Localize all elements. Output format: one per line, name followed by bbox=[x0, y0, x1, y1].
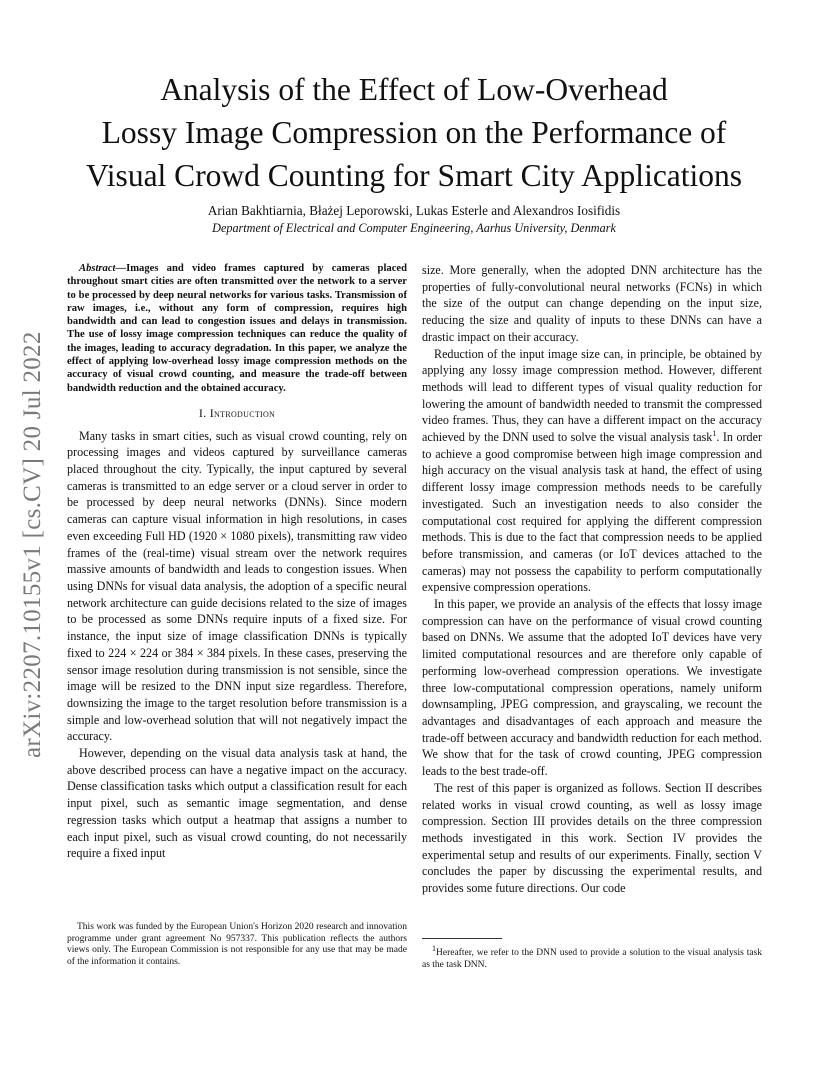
paragraph-text: . In order to achieve a good compromise between high image compression and high accuracy on the visual analysis task at hand, the effect of using different lossy image compression methods needs to be carefully investigated. Such an investigation needs to also consider the computational cost required for applying the different compression methods. This is due to the fact that compression needs to be applied before transmission, and cameras (or IoT devices attached to the cameras) may not possess the capability to perform computationally expensive compression operations. bbox=[422, 430, 762, 595]
paragraph: In this paper, we provide an analysis of the effects that lossy image compression can have on the performance of visual crowd counting based on DNNs. We assume that the adopted IoT devices have very limited computational resources and are therefore only capable of performing low-overhead compression operations. We investigate three low-computational compression operations, namely uniform downsampling, JPEG compression, and grayscaling, we recount the advantages and disadvantages of each approach and measure the trade-off between accuracy and bandwidth reduction for each method. We show that for the task of crowd counting, JPEG compression leads to the best trade-off. bbox=[422, 597, 762, 779]
paper-title bbox=[40, 68, 788, 197]
abstract bbox=[67, 262, 407, 395]
footnote-divider bbox=[422, 938, 502, 939]
title-line: Visual Crowd Counting for Smart City Applications bbox=[85, 158, 743, 193]
section-title: Introduction bbox=[209, 405, 276, 420]
paragraph: However, depending on the visual data analysis task at hand, the above described process can have a negative impact on the accuracy. Dense classification tasks which output a classification result for each input pixel, such as semantic image segmentation, and dense regression tasks which output a heatmap that assigns a number to each input pixel, such as visual crowd counting, do not necessarily require a fixed input bbox=[67, 746, 407, 861]
abstract-text: —Images and video frames captured by cameras placed throughout smart cities are often transmitted over the network to a server to be processed by deep neural networks for various tasks. Transmission of raw images, i.e., without any form of compression, requires high bandwidth and can lead to congestion issues and delays in transmission. The use of lossy image compression techniques can reduce the quality of the images, leading to accuracy degradation. In this paper, we analyze the effect of applying low-overhead lossy image compression methods on the accuracy of visual crowd counting, and measure the trade-off between bandwidth reduction and the obtained accuracy. bbox=[67, 263, 407, 394]
funding-footnote: This work was funded by the European Union's Horizon 2020 research and innovation programme under grant agreement No 957337. This publication reflects the authors views only. The European Commission is not responsible for any use that may be made of the information it contains. bbox=[67, 922, 407, 967]
footnote-number: 1 bbox=[432, 943, 436, 953]
author-list: Arian Bakhtiarnia, Błażej Leporowski, Lukas Esterle and Alexandros Iosifidis bbox=[207, 203, 621, 218]
section-heading bbox=[67, 405, 407, 422]
paragraph: The rest of this paper is organized as follows. Section II describes related works in visual crowd counting, as well as lossy image compression. Section III provides details on the three compression methods investigated in this work. Section IV provides the experimental setup and results of our experiments. Finally, section V concludes the paper by discussing the experimental results, and provides some future directions. Our code bbox=[422, 780, 762, 896]
paragraph: size. More generally, when the adopted DNN architecture has the properties of fully-convolutional neural networks (FCNs) in which the size of the output can change depending on the input size, reducing the size and quality of inputs to these DNNs can have a drastic impact on their accuracy. bbox=[422, 263, 762, 344]
paragraph-text: Reduction of the input image size can, in principle, be obtained by applying any lossy image compression method. However, different methods will lead to different types of visual quality reduction for lowering the amount of bandwidth needed to transmit the compressed video frames. Thus, they can have a different impact on the accuracy achieved by the DNN used to solve the visual analysis task bbox=[422, 346, 762, 445]
section-number: I. bbox=[198, 405, 207, 420]
paragraph: Many tasks in smart cities, such as visual crowd counting, rely on processing images and videos captured by surveillance cameras placed throughout the city. Typically, the input captured by several cameras is transmitted to an edge server or a cloud server in order to be processed by deep neural networks (DNNs). Since modern cameras can capture visual information in high resolutions, in cases even exceeding Full HD (1920 × 1080 pixels), transmitting raw video frames of the (real-time) visual stream over the network requires massive amounts of bandwidth and leads to congestion issues. When using DNNs for visual data analysis, the adoption of a specific neural network architecture can guide decisions related to the size of images to be processed as some DNNs require inputs of a fixed size. For instance, the input size of image classification DNNs is typically fixed to 224 × 224 or 384 × 384 pixels. In these cases, preserving the sensor image resolution during transmission is not sensible, since the image will be resized to the DNN input size regardless. Therefore, downsizing the image to the target resolution before transmission is a simple and low-overhead solution that will not negatively impact the accuracy. bbox=[67, 428, 407, 744]
right-column bbox=[422, 262, 762, 897]
arxiv-stamp: arXiv:2207.10155v1 [cs.CV] 20 Jul 2022 bbox=[19, 331, 46, 758]
footnote bbox=[422, 943, 762, 972]
affiliation: Department of Electrical and Computer Engineering, Aarhus University, Denmark bbox=[212, 221, 616, 235]
footnote-text: Hereafter, we refer to the DNN used to provide a solution to the visual analysis task as the task DNN. bbox=[422, 948, 762, 971]
title-line: Lossy Image Compression on the Performance of bbox=[101, 115, 727, 150]
paragraph bbox=[422, 346, 762, 597]
title-line: Analysis of the Effect of Low-Overhead bbox=[160, 72, 668, 107]
left-column bbox=[67, 262, 407, 862]
abstract-label: Abstract bbox=[79, 263, 116, 274]
footnote-marker: 1 bbox=[712, 429, 717, 438]
